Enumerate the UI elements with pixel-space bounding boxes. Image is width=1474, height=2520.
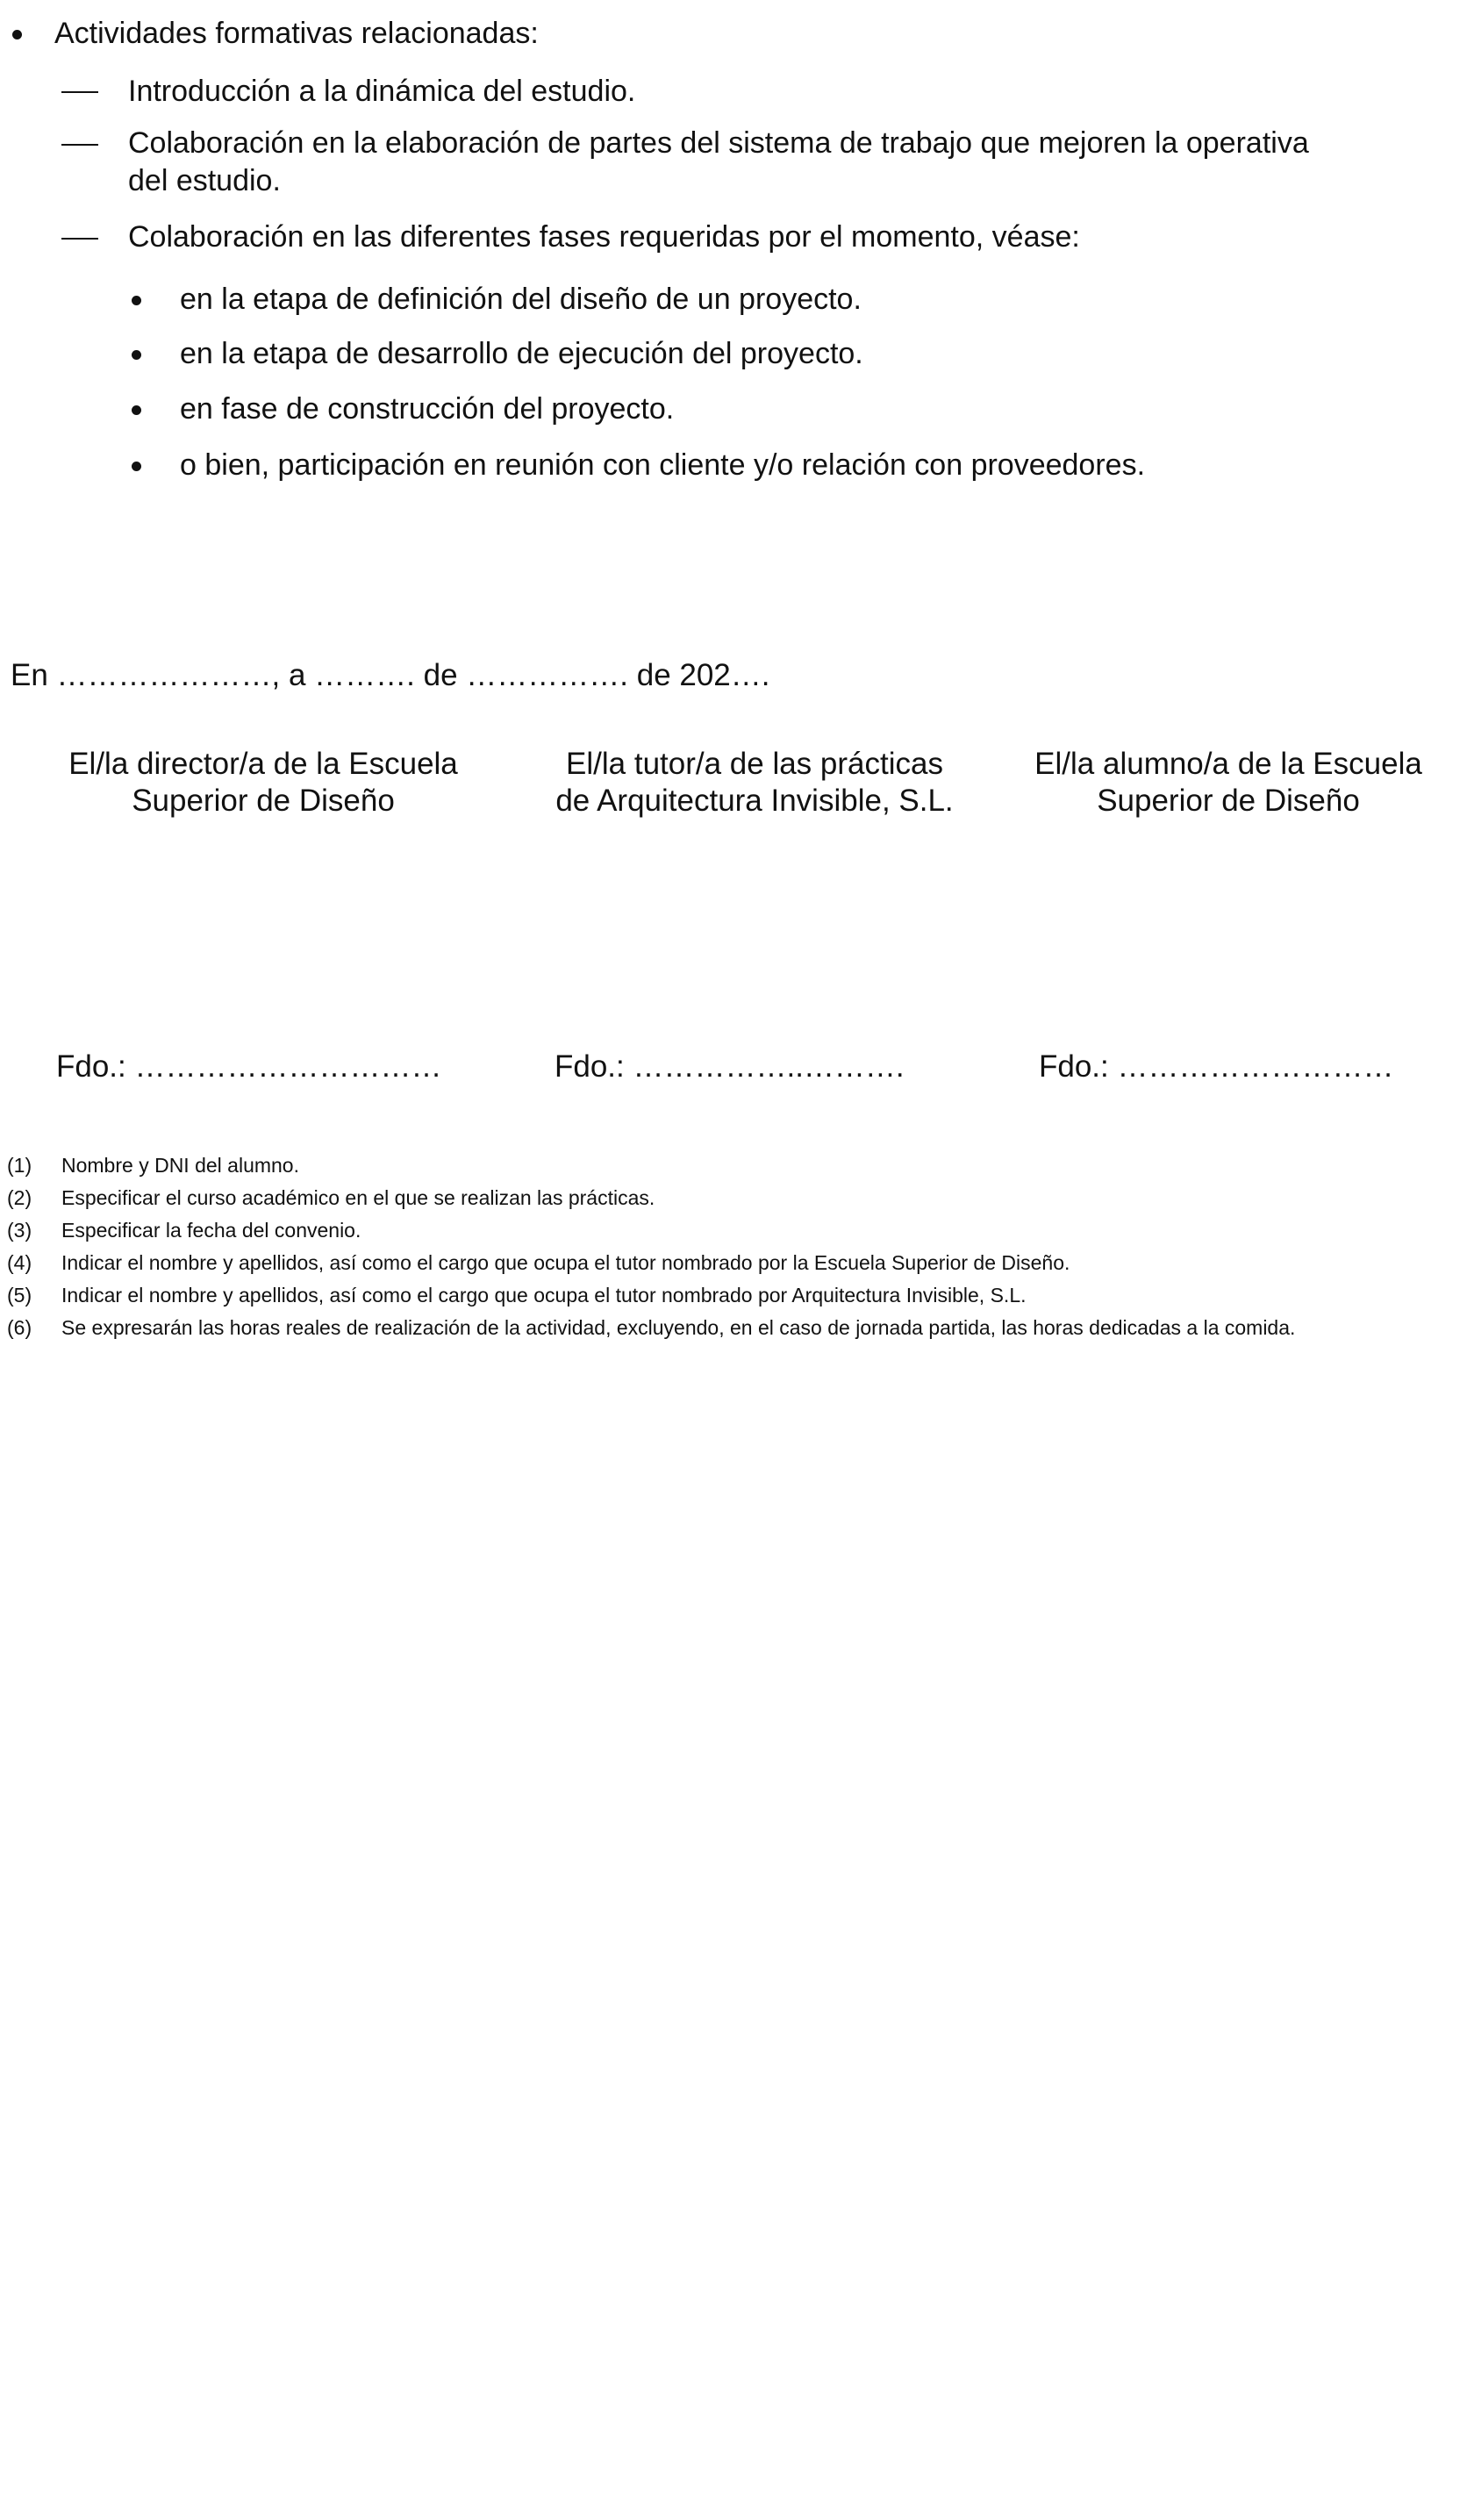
dash-icon bbox=[61, 238, 98, 240]
signature-fdo-director: Fdo.: ………………………… bbox=[56, 1049, 442, 1084]
bullet-icon bbox=[132, 405, 141, 415]
signature-block-tutor bbox=[526, 746, 983, 820]
activities-heading: Actividades formativas relacionadas: bbox=[54, 17, 539, 50]
footnote-number: (5) bbox=[7, 1284, 32, 1307]
activity-item-continuation: del estudio. bbox=[128, 164, 281, 197]
signature-title-line1: El/la director/a de la Escuela bbox=[68, 747, 458, 781]
footnote-text: Nombre y DNI del alumno. bbox=[61, 1154, 299, 1177]
dash-icon bbox=[61, 144, 98, 146]
footnote-number: (6) bbox=[7, 1316, 32, 1339]
dash-icon bbox=[61, 91, 98, 93]
footnote-number: (3) bbox=[7, 1219, 32, 1242]
footnote-number: (4) bbox=[7, 1251, 32, 1274]
signature-title-line2: Superior de Diseño bbox=[1097, 784, 1360, 818]
signature-title-line1: El/la tutor/a de las prácticas bbox=[566, 747, 943, 781]
footnote-number: (2) bbox=[7, 1186, 32, 1209]
footnote-text: Indicar el nombre y apellidos, así como el cargo que ocupa el tutor nombrado por Arquitectura Invisible, S.L. bbox=[61, 1284, 1027, 1307]
bullet-icon bbox=[12, 30, 22, 39]
signature-title-line2: Superior de Diseño bbox=[132, 784, 395, 818]
bullet-icon bbox=[132, 350, 141, 360]
activity-subitem: en la etapa de desarrollo de ejecución del proyecto. bbox=[180, 337, 863, 370]
signature-block-student bbox=[1000, 746, 1456, 820]
place-date-line: En …………………, a ………. de ……………. de 202…. bbox=[11, 658, 770, 692]
activity-subitem: en la etapa de definición del diseño de un proyecto. bbox=[180, 283, 862, 316]
activity-item: Colaboración en las diferentes fases requeridas por el momento, véase: bbox=[128, 220, 1080, 254]
activity-item: Introducción a la dinámica del estudio. bbox=[128, 75, 636, 108]
footnote-text: Indicar el nombre y apellidos, así como el cargo que ocupa el tutor nombrado por la Escuela Superior de Diseño. bbox=[61, 1251, 1070, 1274]
activity-subitem: en fase de construcción del proyecto. bbox=[180, 392, 675, 426]
footnote-number: (1) bbox=[7, 1154, 32, 1177]
activity-subitem: o bien, participación en reunión con cliente y/o relación con proveedores. bbox=[180, 448, 1146, 482]
signature-title-line2: de Arquitectura Invisible, S.L. bbox=[555, 784, 954, 818]
signature-title-line1: El/la alumno/a de la Escuela bbox=[1034, 747, 1422, 781]
footnote-text: Especificar la fecha del convenio. bbox=[61, 1219, 361, 1242]
signature-fdo-tutor: Fdo.: ……………..………. bbox=[555, 1049, 905, 1084]
bullet-icon bbox=[132, 462, 141, 471]
signature-block-director bbox=[35, 746, 491, 820]
footnote-text: Se expresarán las horas reales de realización de la actividad, excluyendo, en el caso de jornada partida, las horas dedicadas a la comida. bbox=[61, 1316, 1296, 1339]
signature-fdo-student: Fdo.: ……………………… bbox=[1039, 1049, 1394, 1084]
bullet-icon bbox=[132, 296, 141, 305]
footnote-text: Especificar el curso académico en el que se realizan las prácticas. bbox=[61, 1186, 655, 1209]
activity-item: Colaboración en la elaboración de partes del sistema de trabajo que mejoren la operativa bbox=[128, 126, 1309, 160]
